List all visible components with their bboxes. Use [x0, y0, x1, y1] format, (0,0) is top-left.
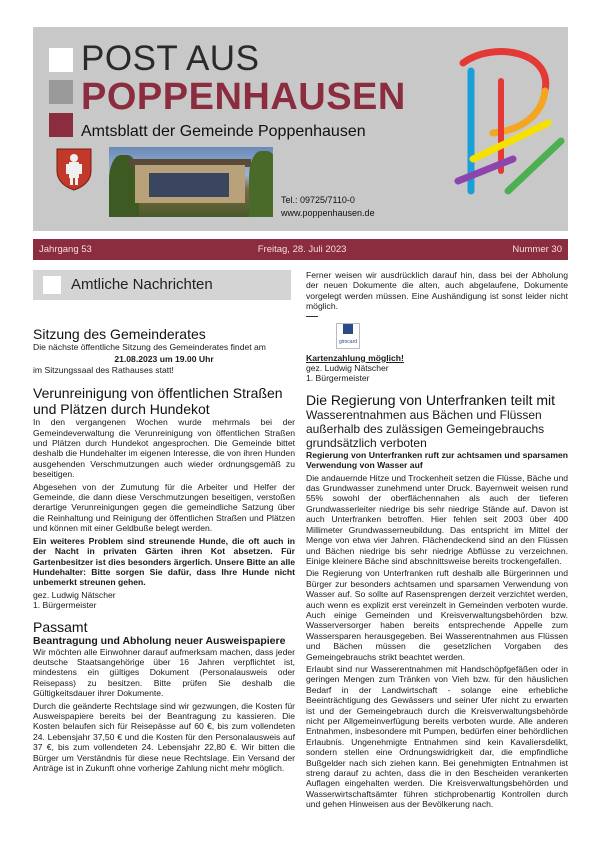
issue-number: Nummer 30	[512, 244, 562, 255]
left-column	[33, 270, 295, 775]
kartenzahlung-note: Kartenzahlung möglich!	[306, 352, 404, 363]
right-column	[306, 270, 568, 812]
phone-number: Tel.: 09725/7110-0	[281, 195, 355, 205]
section-header	[33, 270, 291, 300]
passamt-p1: Wir möchten alle Einwohner darauf aufmerksam machen, dass jeder deutsche Staatsangehörige über 16 Jahren verpflichtet ist, mindestens ein gültiges Dokument (Personalausweis oder Reisepass) zu besitzen. Bitte prüfen Sie deshalb die Gültigkeitsdauer ihrer Dokumente.	[33, 646, 295, 699]
unterfranken-p1: Die andauernde Hitze und Trockenheit setzen die Flüsse, Bäche und das Grundwasser zunehmend unter Druck. Bayernweit weisen rund 55% sowohl der oberflächennahen als auch der tieferen Grundwasserleiter niedrige bis sehr niedrige Stände auf. Davon ist auch Unterfranken betroffen. Hier fehlen seit 2003 über 400 Millimeter Grundwasserneubildung. Das entspricht im Mittel der Menge von etwa vier Jahren. Flächendeckend sind an den Flüssen und Bächen niedrige bis sehr niedrige Abflüsse zu verzeichnen. Einige kleinere Bäche sind abschnittsweise bereits trockengefallen.	[306, 472, 568, 566]
sitzung-heading: Sitzung des Gemeinderates	[33, 326, 206, 342]
white-square-icon	[49, 48, 73, 72]
sitzung-text1: Die nächste öffentliche Sitzung des Gemeinderates findet am	[33, 342, 266, 352]
issue-date: Freitag, 28. Juli 2023	[257, 244, 347, 255]
section-title: Amtliche Nachrichten	[71, 275, 213, 293]
signature-name: gez. Ludwig Nätscher	[306, 363, 389, 374]
passamt-subheading: Beantragung und Abholung neuer Ausweispapiere	[33, 634, 286, 647]
contact-info	[281, 194, 375, 220]
title-line2: POPPENHAUSEN	[81, 76, 406, 118]
website-link[interactable]: www.poppenhausen.de	[281, 208, 375, 218]
masthead-subtitle: Amtsblatt der Gemeinde Poppenhausen	[81, 123, 366, 140]
title-line1: POST AUS	[81, 39, 260, 78]
divider	[306, 316, 318, 317]
sitzung-date: 21.08.2023 um 19.00 Uhr	[114, 354, 214, 365]
unterfranken-heading: Die Regierung von Unterfranken teilt mit	[306, 391, 556, 408]
issue-year: Jahrgang 53	[39, 244, 92, 255]
passamt-p2: Durch die geänderte Rechtslage sind wir gezwungen, die Kosten für Ausweispapiere bereits bei der Beantragung zu kassieren. Die Kosten belaufen sich für Reisepässe auf 60 €, bis zum vollendeten 24. Lebensjahr 37,50 € und die Kosten für den Personalausweis auf 37 €, bis zum vollendeten 24. Lebensjahr 22,80 €. Wir bitten die Bürger um Verständnis für diese neue Rechtslage. Ein Versand der Anträge ist in Zukunft ohne vorherige Zahlung nicht mehr möglich.	[33, 700, 295, 773]
coat-of-arms-icon	[55, 147, 93, 191]
hundekot-p2: Abgesehen von der Zumutung für die Arbeiter und Helfer der Gemeinde, die dann diese Verschmutzungen beseitigen, verstoßen derartige Verunreinigungen gegen die gemeindliche Satzung über die Reinhaltung und Reinigung der öffentlichen Straßen und Plätzen und können mit einer Geldbuße belegt werden.	[33, 481, 295, 534]
hundekot-p1: In den vergangenen Wochen wurde mehrmals bei der Gemeindeverwaltung die Verunreinigung von öffentlichen Straßen und Plätzen durch Hundekot angesprochen. Die Gemeinde bittet deshalb die Hundehalter im eigenen Interesse, die von ihren Hunden ausgehenden Verschmutzungen auch wieder ordnungsgemäß zu beseitigen.	[33, 417, 295, 480]
issue-info-bar	[33, 239, 568, 260]
town-hall-photo	[109, 147, 273, 217]
white-square-icon	[43, 276, 61, 294]
unterfranken-subheading: Wasserentnahmen aus Bächen und Flüssen außerhalb des zulässigen Gemeingebrauchs grundsätzlich verboten	[306, 407, 545, 450]
unterfranken-p3: Erlaubt sind nur Wasserentnahmen mit Handschöpfgefäßen oder in geringen Mengen zum Tränken von Vieh bzw. für den häuslichen Bedarf in der Landwirtschaft - solange eine erhebliche Beeinträchtigung des Gewässers und seiner Ufer nicht zu erwarten ist und der Gemeingebrauch durch die Kreisverwaltungsbehörde nicht per Allgemeinverfügung bereits verboten wurde. Alle anderen Entnahmen, insbesondere mit Pumpen, bedürfen einer behördlichen Erlaubnis. Ungenehmigte Entnahmen sind kein Kavaliersdelikt, sondern stellen eine Ordnungswidrigkeit dar, die empfindliche Bußgelder nach sich ziehen kann. Bei genehmigten Entnahmen ist streng darauf zu achten, dass die in den Bescheiden verankerten Auflagen eingehalten werden. Die Kreisverwaltungsbehörden und Wasserwirtschaftsämter führen stichprobenartig Kontrollen durch und gehen Hinweisen aus der Bevölkerung nach.	[306, 663, 568, 810]
signature-title: 1. Bürgermeister	[306, 373, 370, 384]
masthead	[33, 27, 568, 231]
hundekot-p3: Ein weiteres Problem sind streunende Hunde, die oft auch in der Nacht in privaten Gärten ihren Kot absetzen. Für Gartenbesitzer ist dies besonders ärgerlich. Unsere Bitte an alle Hundehalter: Bitte sorgen Sie dafür, dass Ihre Hunde nicht unbemerkt streunen gehen.	[33, 535, 295, 588]
maroon-square-icon	[49, 113, 73, 137]
colorful-p-logo	[453, 41, 565, 211]
girocard-icon	[336, 323, 360, 349]
passamt-heading: Passamt	[33, 618, 88, 635]
girocard-label: girocard	[338, 339, 358, 346]
signature-name: gez. Ludwig Nätscher	[33, 589, 116, 600]
hundekot-heading: Verunreinigung von öffentlichen Straßen und Plätzen durch Hundekot	[33, 385, 283, 418]
grey-square-icon	[49, 80, 73, 104]
passamt-continued: Ferner weisen wir ausdrücklich darauf hin, dass bei der Abholung der neuen Dokumente die alten, auch abgelaufene, Dokumente vorgelegt werden müssen. Eine Aushändigung ist sonst leider nicht möglich.	[306, 270, 568, 312]
sitzung-text2: im Sitzungssaal des Rathauses statt!	[33, 364, 174, 375]
signature-title: 1. Bürgermeister	[33, 600, 97, 611]
unterfranken-lead: Regierung von Unterfranken ruft zur achtsamen und sparsamen Verwendung von Wasser auf	[306, 449, 568, 471]
unterfranken-p2: Die Regierung von Unterfranken ruft deshalb alle Bürgerinnen und Bürger zur besonders achtsamen und sparsamen Verwendung von Wasser auf. So sollte auf Rasensprengen derzeit verzichtet werden, auch wenn es explizit erst vereinzelt in Gemeinden verboten wurde. Auch einige Gemeinden und Kreisverwaltungsbehörden bzw. Wasserversorger haben bereits entsprechende Appelle zum Wassersparen herausgegeben. Bei Wasserentnahmen aus Flüssen und Bächen müssen die gesetzlichen Vorgaben des Gemeingebrauchs strikt beachtet werden.	[306, 568, 568, 662]
